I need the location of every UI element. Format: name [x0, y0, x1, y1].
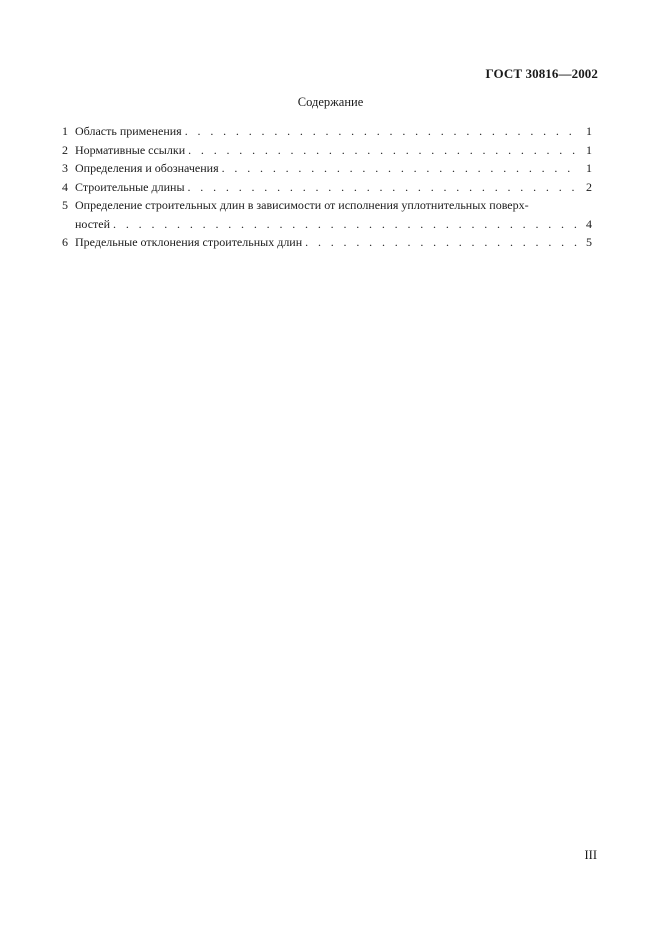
toc-item-page: 4 [586, 216, 592, 231]
toc-leader-dots [185, 122, 580, 141]
table-of-contents [62, 122, 592, 252]
toc-item[interactable] [62, 141, 592, 160]
toc-item-page: 2 [586, 179, 592, 194]
toc-item-multiline[interactable] [62, 196, 592, 233]
toc-item-second-line [62, 215, 592, 234]
toc-item-label-line2: ностей [75, 216, 111, 231]
toc-item[interactable] [62, 122, 592, 141]
toc-leader-dots [222, 159, 580, 178]
toc-item[interactable] [62, 159, 592, 178]
toc-item-label: Область применения [75, 124, 182, 138]
toc-leader-dots [305, 233, 580, 252]
toc-leader-dots [188, 178, 581, 197]
toc-item-number: 6 [62, 235, 68, 249]
toc-leader-dots [113, 215, 580, 234]
toc-item-label: Определения и обозначения [75, 161, 219, 175]
toc-item-page: 1 [586, 142, 592, 157]
toc-title: Содержание [297, 95, 364, 109]
toc-item-label-line1: Определение строительных длин в зависимости от исполнения уплотнительных поверх- [75, 198, 529, 212]
toc-item-number: 1 [62, 124, 68, 138]
toc-item[interactable] [62, 233, 592, 252]
toc-item-number: 3 [62, 161, 68, 175]
toc-item-label: Предельные отклонения строительных длин [75, 235, 303, 249]
toc-item[interactable] [62, 178, 592, 197]
toc-item-label: Нормативные ссылки [75, 142, 186, 157]
document-code: ГОСТ 30816—2002 [485, 66, 598, 81]
toc-item-number: 5 [62, 198, 68, 212]
toc-item-label: Строительные длины [75, 179, 185, 194]
toc-item-page: 1 [586, 124, 592, 138]
toc-item-number: 4 [62, 179, 68, 194]
toc-item-page: 1 [586, 161, 592, 175]
toc-item-first-line [62, 196, 592, 215]
toc-leader-dots [188, 141, 580, 160]
page-number: III [584, 848, 597, 862]
toc-item-number: 2 [62, 142, 68, 157]
toc-item-page: 5 [586, 235, 592, 249]
